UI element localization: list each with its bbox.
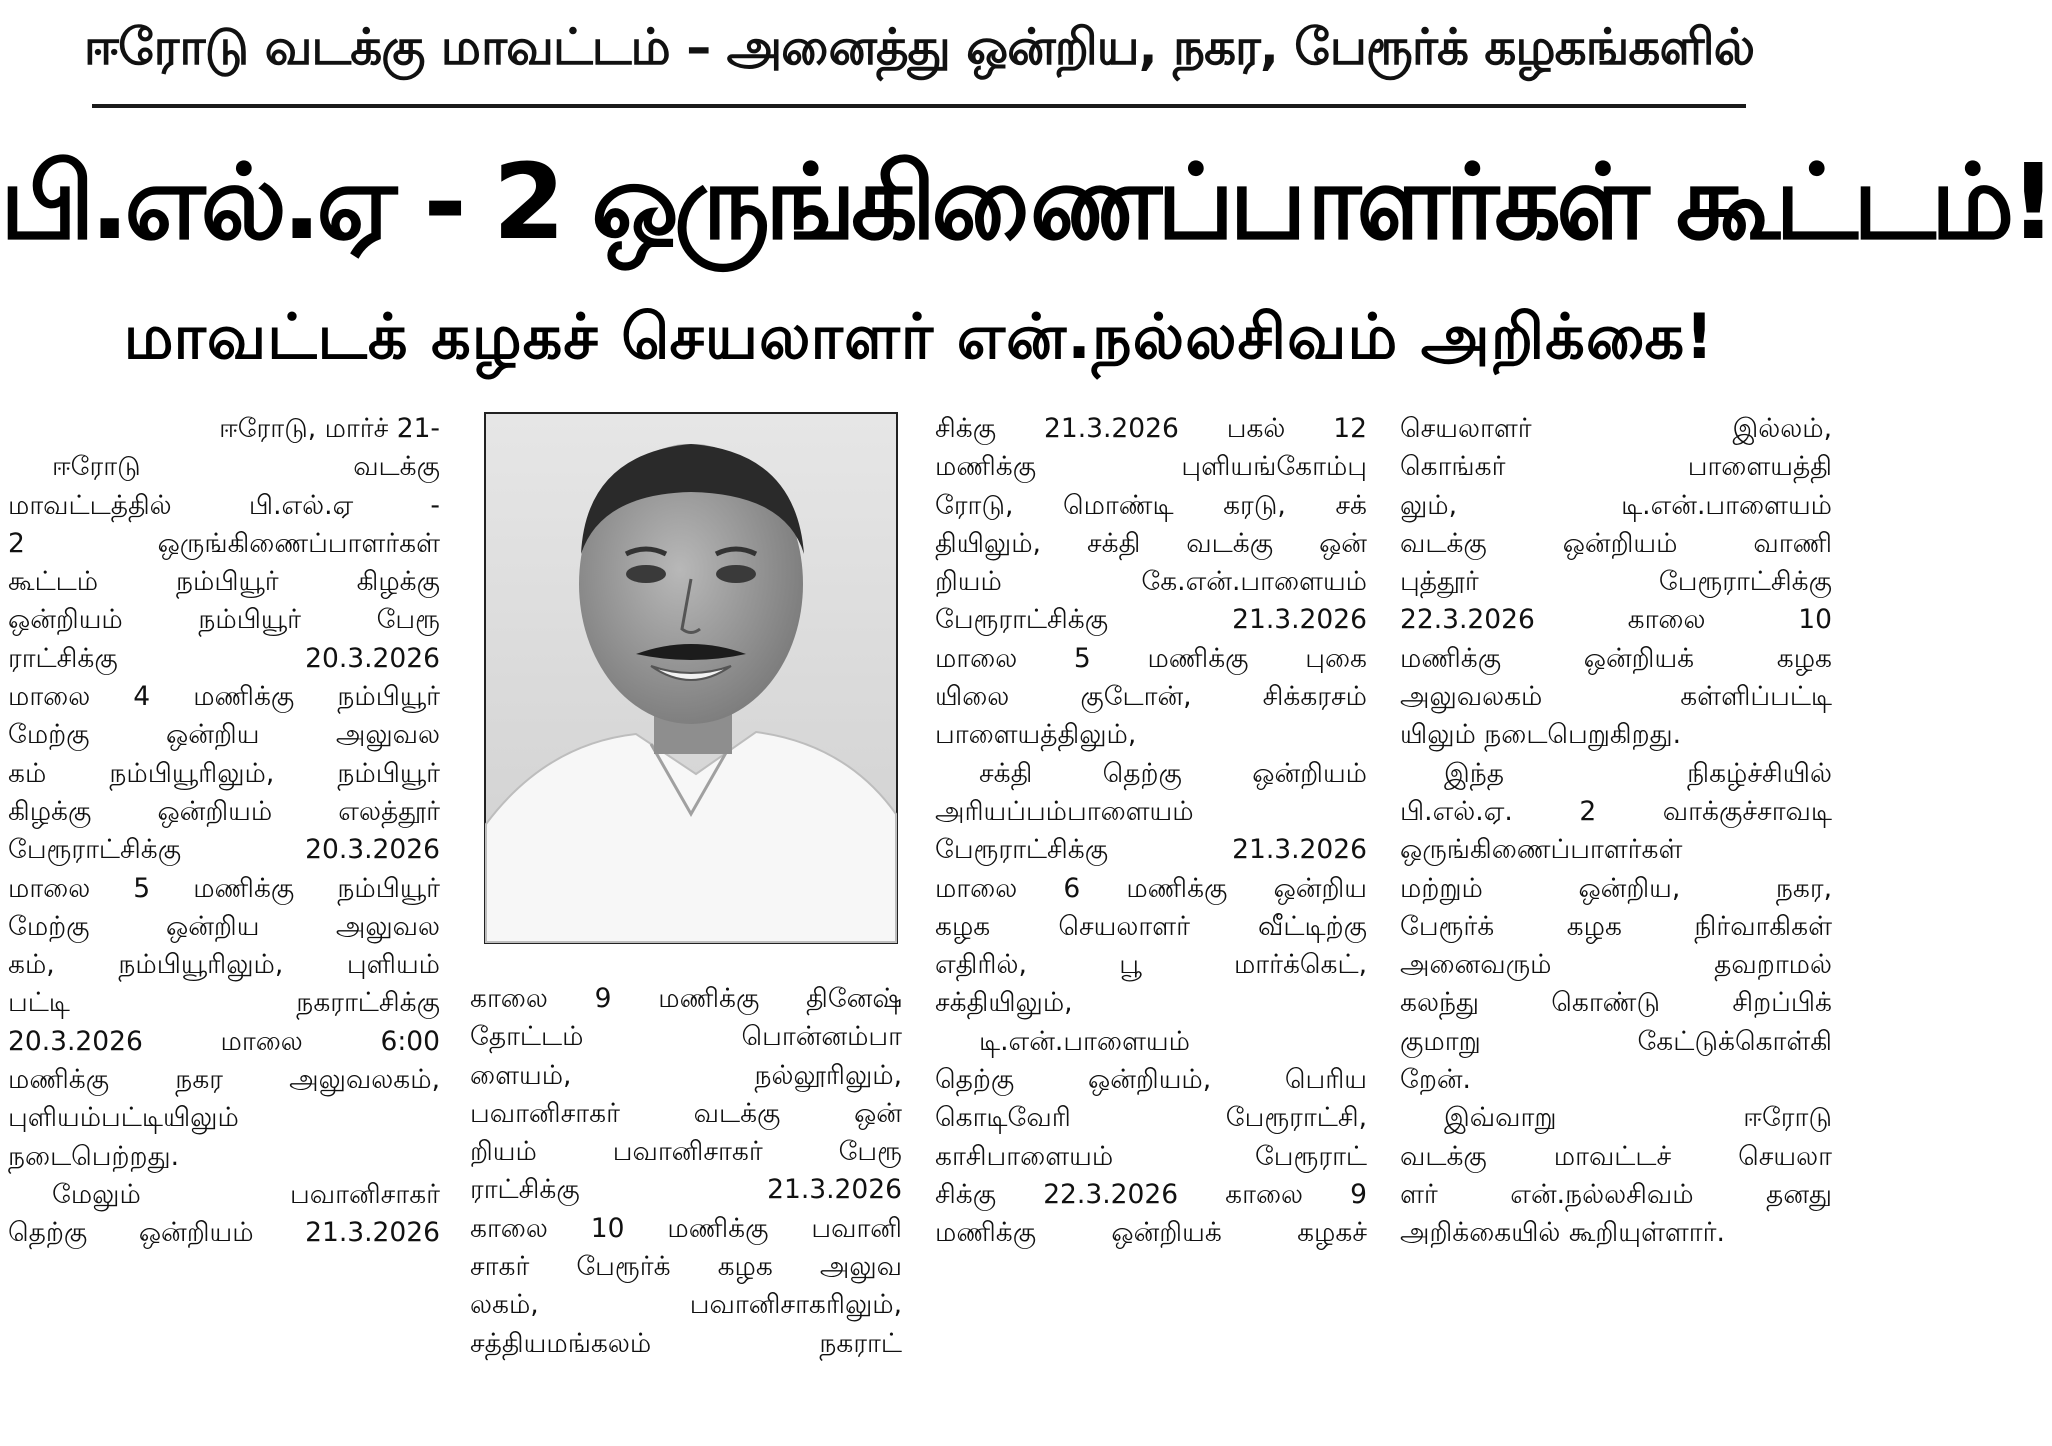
body-line: ராட்சிக்கு 20.3.2026 (8, 642, 440, 674)
headline: பி.எல்.ஏ - 2 ஒருங்கிணைப்பாளர்கள் கூட்டம்! (0, 141, 2052, 263)
body-line: சக்தியிலும், (935, 987, 1073, 1019)
body-line: வடக்கு ஒன்றியம் வாணி (1400, 527, 1832, 559)
body-line: குமாறு கேட்டுக்கொள்கி (1400, 1025, 1832, 1057)
body-line: கலந்து கொண்டு சிறப்பிக் (1400, 987, 1832, 1019)
body-line: மாவட்டத்தில் பி.எல்.ஏ - (8, 489, 440, 521)
body-line: தியிலும், சக்தி வடக்கு ஒன் (935, 527, 1367, 559)
subheadline: மாவட்டக் கழகச் செயலாளர் என்.நல்லசிவம் அறிக்கை! (123, 300, 1715, 373)
body-line: அறிக்கையில் கூறியுள்ளார். (1400, 1217, 1725, 1249)
body-line: பாளையத்திலும், (935, 719, 1137, 751)
article-column-4 (1400, 410, 1832, 1253)
body-line: மேலும் பவானிசாகர் (52, 1178, 440, 1210)
body-line: மேற்கு ஒன்றிய அலுவல (8, 910, 440, 942)
body-line: தோட்டம் பொன்னம்பா (470, 1021, 902, 1053)
body-line: புளியம்பட்டியிலும் (8, 1102, 239, 1134)
body-line: மணிக்கு நகர அலுவலகம், (8, 1064, 440, 1096)
body-line: செயலாளர் இல்லம், (1400, 413, 1832, 444)
body-line: கூட்டம் நம்பியூர் கிழக்கு (8, 566, 440, 598)
body-line: மணிக்கு புளியங்கோம்பு (935, 451, 1367, 483)
body-line: கம், நம்பியூரிலும், புளியம் (8, 949, 440, 981)
body-line: பட்டி நகராட்சிக்கு (8, 987, 440, 1019)
body-line: காலை 9 மணிக்கு தினேஷ் (470, 983, 902, 1014)
body-line: இவ்வாறு ஈரோடு (1444, 1102, 1832, 1134)
body-line: இந்த நிகழ்ச்சியில் (1444, 757, 1832, 789)
body-line: மணிக்கு ஒன்றியக் கழகச் (935, 1217, 1367, 1249)
body-line: ஒன்றியம் நம்பியூர் பேரூ (8, 604, 440, 636)
body-line: அனைவரும் தவறாமல் (1400, 949, 1832, 981)
body-line: ராட்சிக்கு 21.3.2026 (470, 1174, 902, 1206)
body-line: கம் நம்பியூரிலும், நம்பியூர் (8, 757, 440, 789)
kicker-line: ஈரோடு வடக்கு மாவட்டம் – அனைத்து ஒன்றிய, நகர, பேரூர்க் கழகங்களில் (83, 18, 1755, 76)
body-line: யிலை குடோன், சிக்கரசம் (935, 681, 1367, 713)
body-line: பேரூராட்சிக்கு 21.3.2026 (935, 834, 1367, 866)
body-line: கழக செயலாளர் வீட்டிற்கு (935, 910, 1367, 942)
article-column-1 (8, 410, 440, 1253)
body-line: வடக்கு மாவட்டச் செயலா (1400, 1140, 1832, 1172)
body-line: றியம் கே.என்.பாளையம் (935, 566, 1367, 598)
body-line: றியம் பவானிசாகர் பேரூ (470, 1136, 902, 1168)
body-line: ளர் என்.நல்லசிவம் தனது (1400, 1178, 1832, 1210)
portrait-photo (484, 412, 898, 944)
body-line: மாலை 5 மணிக்கு புகை (935, 642, 1367, 674)
body-line: பேரூராட்சிக்கு 21.3.2026 (935, 604, 1367, 636)
body-line: புத்தூர் பேரூராட்சிக்கு (1400, 566, 1832, 598)
body-line: தெற்கு ஒன்றியம் 21.3.2026 (8, 1217, 440, 1249)
body-line: சத்தியமங்கலம் நகராட் (470, 1327, 902, 1359)
body-line: ளையம், நல்லூரிலும், (470, 1059, 902, 1091)
body-line: பி.எல்.ஏ. 2 வாக்குச்சாவடி (1400, 795, 1832, 827)
body-line: டி.என்.பாளையம் (979, 1025, 1190, 1057)
body-line: 20.3.2026 மாலை 6:00 (8, 1025, 440, 1057)
body-line: 22.3.2026 காலை 10 (1400, 604, 1832, 636)
body-line: பேரூர்க் கழக நிர்வாகிகள் (1400, 910, 1832, 942)
body-line: கிழக்கு ஒன்றியம் எலத்தூர் (8, 795, 440, 827)
article-column-2 (470, 980, 902, 1363)
body-line: தெற்கு ஒன்றியம், பெரிய (935, 1064, 1367, 1096)
body-line: சக்தி தெற்கு ஒன்றியம் (979, 757, 1367, 789)
body-line: மற்றும் ஒன்றிய, நகர, (1400, 872, 1832, 904)
body-line: கொங்கர் பாளையத்தி (1400, 451, 1832, 483)
body-line: மாலை 5 மணிக்கு நம்பியூர் (8, 872, 440, 904)
person-portrait-icon (486, 414, 896, 942)
body-line: சிக்கு 21.3.2026 பகல் 12 (935, 413, 1367, 444)
body-line: எதிரில், பூ மார்க்கெட், (935, 949, 1367, 981)
body-line: ஈரோடு வடக்கு (52, 451, 440, 483)
body-line: பேரூராட்சிக்கு 20.3.2026 (8, 834, 440, 866)
body-line: றேன். (1400, 1064, 1471, 1096)
body-line: அலுவலகம் கள்ளிப்பட்டி (1400, 681, 1832, 713)
body-line: லும், டி.என்.பாளையம் (1400, 489, 1832, 521)
body-line: 2 ஒருங்கிணைப்பாளர்கள் (8, 527, 440, 559)
body-line: மாலை 4 மணிக்கு நம்பியூர் (8, 681, 440, 713)
body-line: ஒருங்கிணைப்பாளர்கள் (1400, 834, 1683, 866)
body-line: பவானிசாகர் வடக்கு ஒன் (470, 1097, 902, 1129)
body-line: காலை 10 மணிக்கு பவானி (470, 1212, 902, 1244)
dateline: ஈரோடு, மார்ச் 21- (219, 413, 440, 444)
body-line: நடைபெற்றது. (8, 1140, 179, 1172)
body-line: மேற்கு ஒன்றிய அலுவல (8, 719, 440, 751)
kicker-rule (92, 104, 1746, 108)
article-column-3 (935, 410, 1367, 1253)
body-line: மணிக்கு ஒன்றியக் கழக (1400, 642, 1832, 674)
body-line: லகம், பவானிசாகரிலும், (470, 1289, 902, 1321)
body-line: கொடிவேரி பேரூராட்சி, (935, 1102, 1367, 1134)
body-line: காசிபாளையம் பேரூராட் (935, 1140, 1367, 1172)
body-line: சாகர் பேரூர்க் கழக அலுவ (470, 1251, 902, 1283)
body-line: மாலை 6 மணிக்கு ஒன்றிய (935, 872, 1367, 904)
body-line: சிக்கு 22.3.2026 காலை 9 (935, 1178, 1367, 1210)
body-line: அரியப்பம்பாளையம் (935, 795, 1194, 827)
body-line: ரோடு, மொண்டி கரடு, சக் (935, 489, 1367, 521)
body-line: யிலும் நடைபெறுகிறது. (1400, 719, 1682, 751)
